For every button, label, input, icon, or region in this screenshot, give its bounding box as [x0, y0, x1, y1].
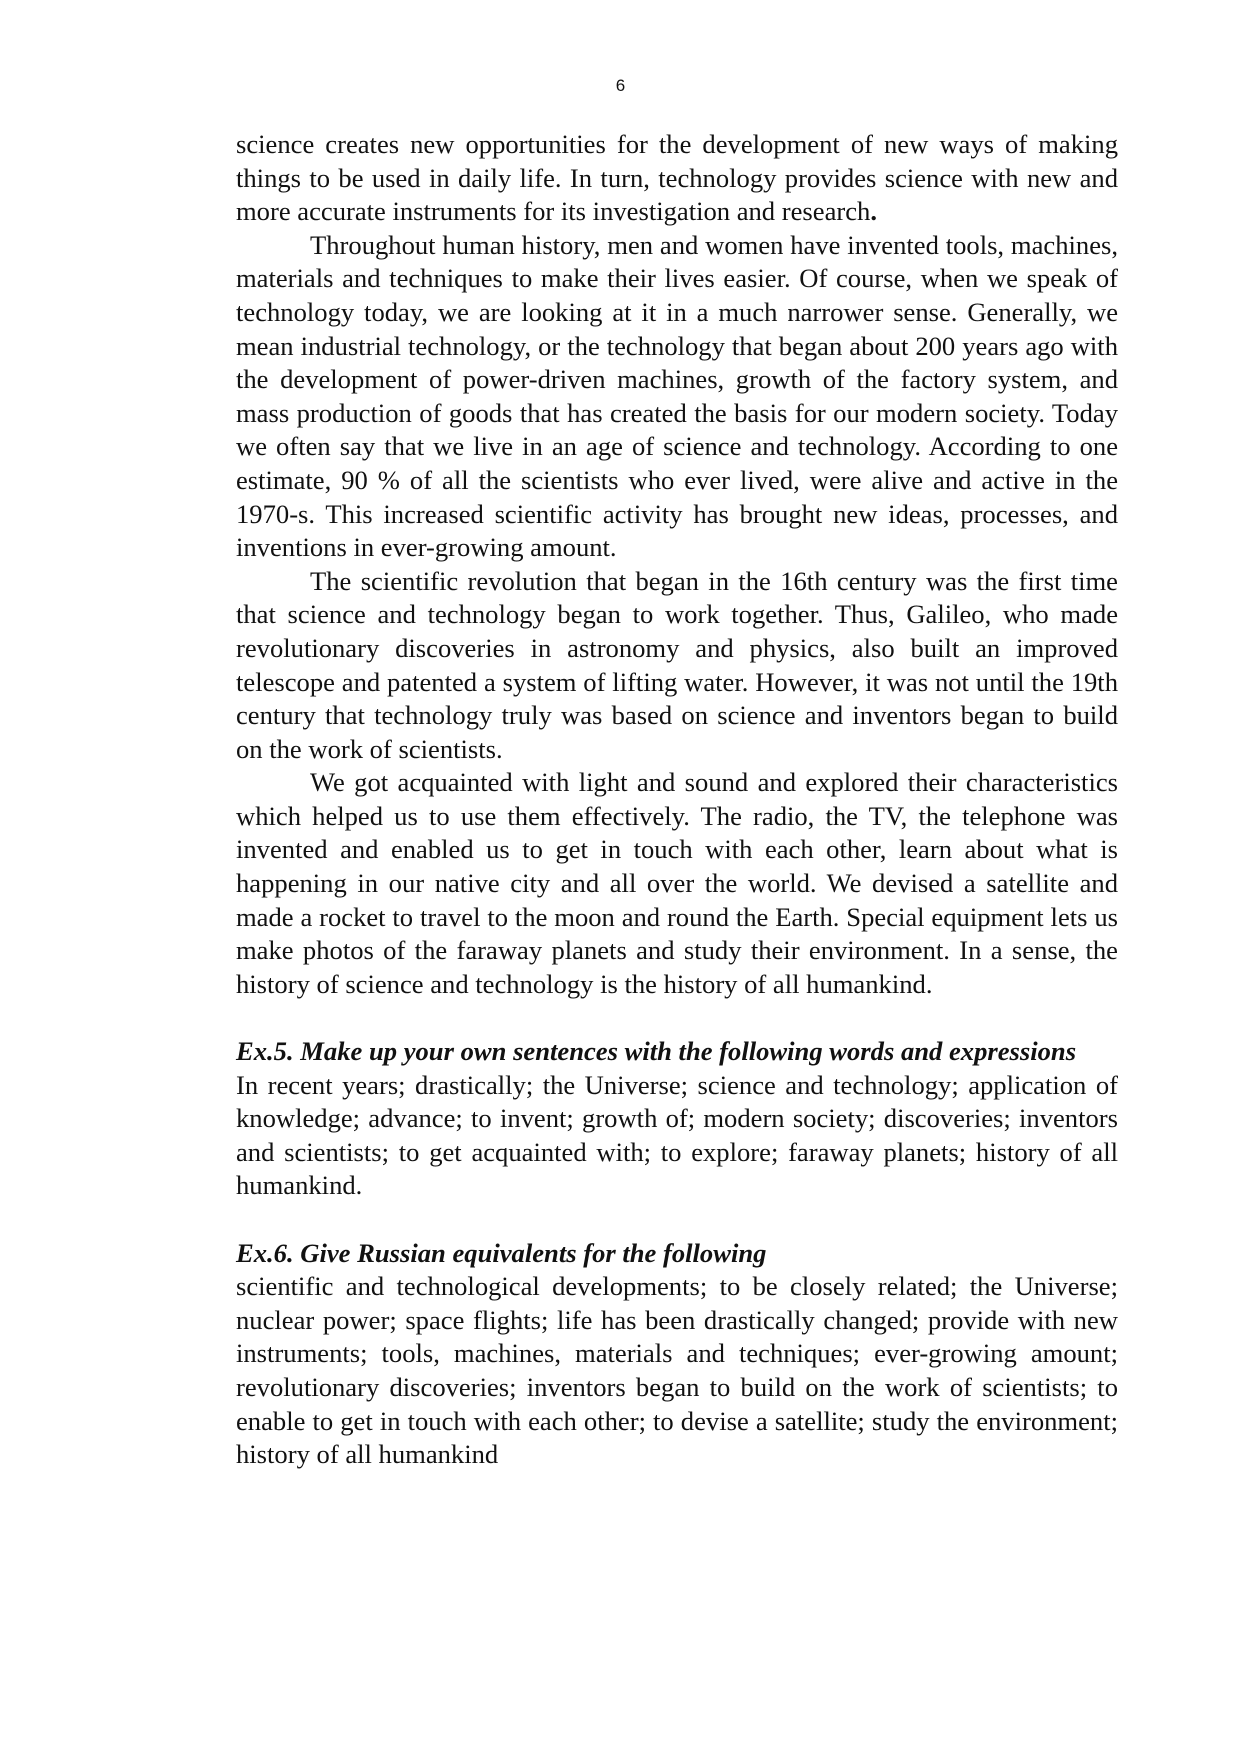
paragraph-science-technology-intro [236, 128, 1118, 229]
exercise-5-body: In recent years; drastically; the Universe; science and technology; application of knowledge; advance; to invent; growth of; modern society; discoveries; inventors and scientists; to get acquainted with; to explore; faraway planets; history of all humankind. [236, 1069, 1118, 1201]
exercise-6-heading: Ex.6. Give Russian equivalents for the following [236, 1237, 767, 1268]
exercise-5-heading: Ex.5. Make up your own sentences with the following words and expressions [236, 1036, 1077, 1067]
bold-period: . [870, 196, 877, 227]
paragraph-human-history: Throughout human history, men and women have invented tools, machines, materials and techniques to make their lives easier. Of course, when we speak of technology today, we are looking at it in a much narrower sense. Generally, we mean industrial technology, or the technology that began about 200 years ago with the development of power-driven machines, growth of the factory system, and mass production of goods that has created the basis for our modern society. Today we often say that we live in an age of science and technology. According to one estimate, 90 % of all the scientists who ever lived, were alive and active in the 1970-s. This increased scientific activity has brought new ideas, processes, and inventions in ever-growing amount. [236, 229, 1118, 563]
page-number: 6 [615, 76, 626, 95]
paragraph-light-and-sound: We got acquainted with light and sound and explored their characteristics which helped us to use them effectively. The radio, the TV, the telephone was invented and enabled us to get in touch with each other, learn about what is happening in our native city and all over the world. We devised a satellite and made a rocket to travel to the moon and round the Earth. Special equipment lets us make photos of the faraway planets and study their environment. In a sense, the history of science and technology is the history of all humankind. [236, 767, 1118, 999]
page-content [236, 128, 1118, 1472]
paragraph-scientific-revolution: The scientific revolution that began in the 16th century was the first time that science and technology began to work together. Thus, Galileo, who made revolutionary discoveries in astronomy and physics, also built an improved telescope and patented a system of lifting water. However, it was not until the 19th century that technology truly was based on science and inventors began to build on the work of scientists. [236, 565, 1118, 764]
exercise-6-body: scientific and technological developments; to be closely related; the Universe; nuclear power; space flights; life has been drastically changed; provide with new instruments; tools, machines, materials and techniques; ever-growing amount; revolutionary discoveries; inventors began to build on the work of scientists; to enable to get in touch with each other; to devise a satellite; study the environment; history of all humankind [236, 1271, 1118, 1470]
paragraph-text: science creates new opportunities for the development of new ways of making things to be used in daily life. In turn, technology provides science with new and more accurate instruments for its investigation and research [236, 129, 1118, 227]
